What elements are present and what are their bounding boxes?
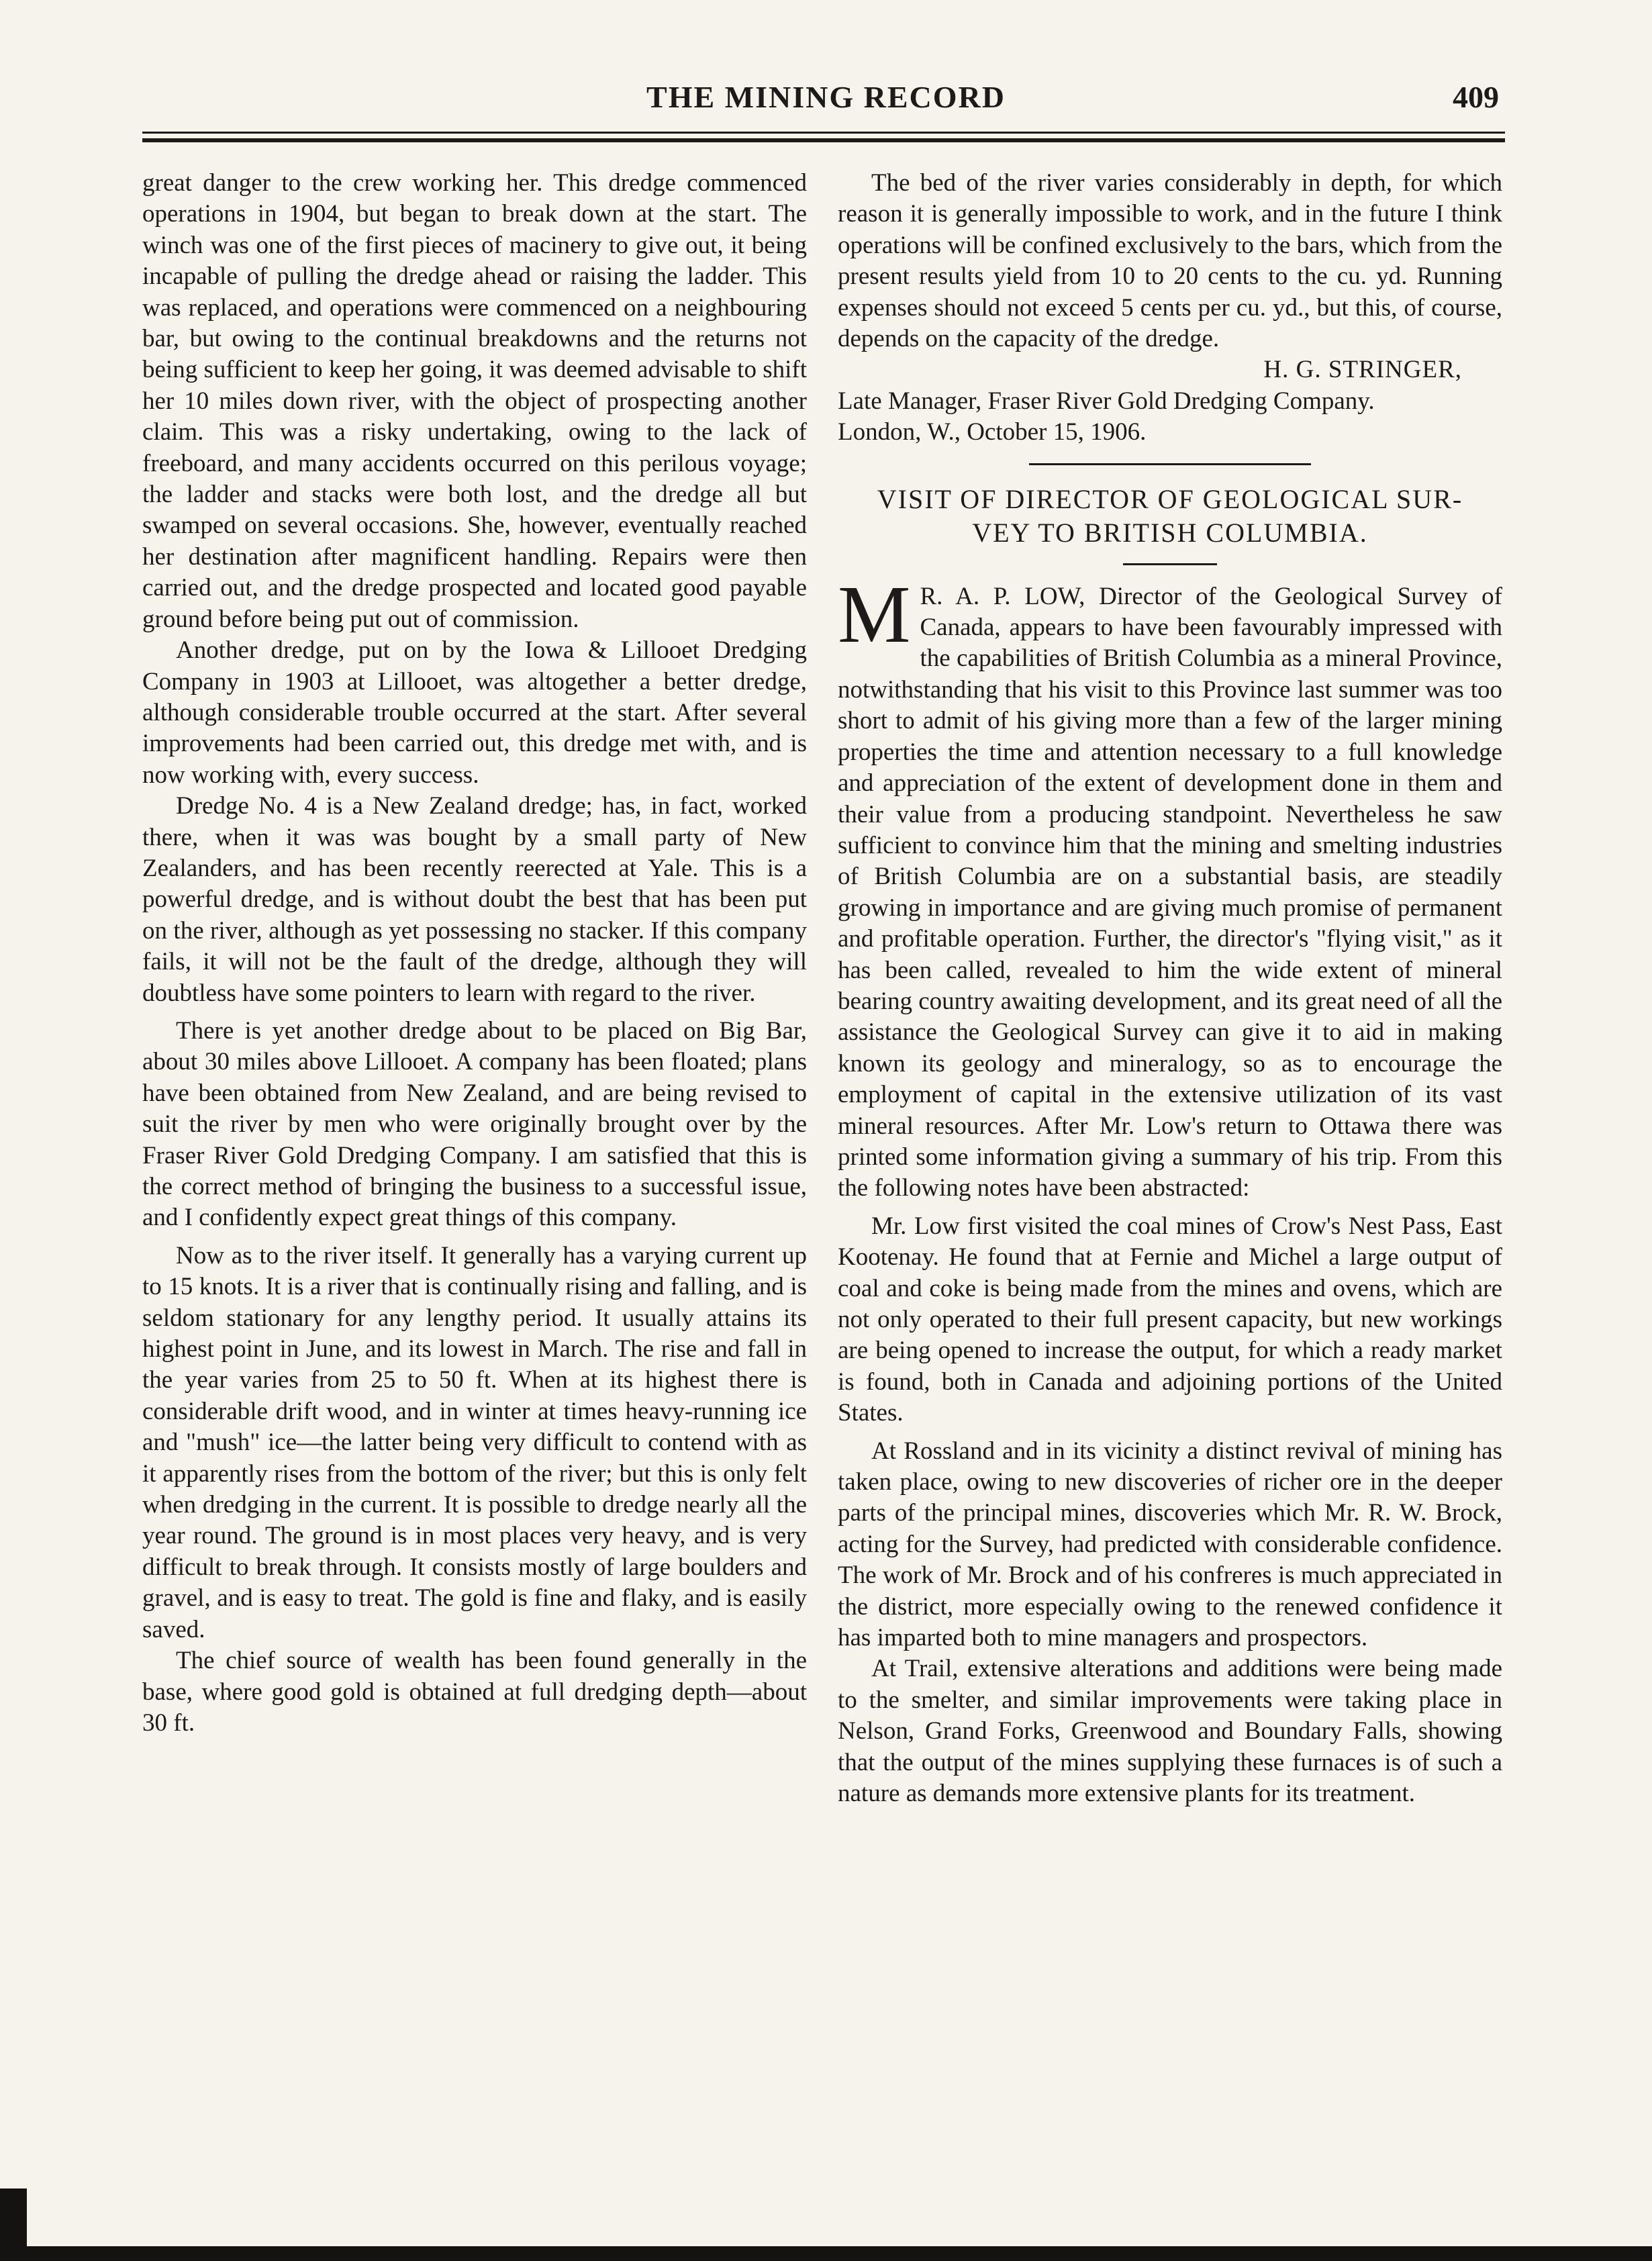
article-first-paragraph-text: R. A. P. LOW, Director of the Geological Survey of Canada, appears to have been favourably impressed with the capabilities of British Columbia as a mineral Province, notwithstanding that his visit to this Province last summer was too short to admit of his giving more than a few of the larger mining properties the time and attention necessary to a full knowledge and appreciation of the extent of development done in them and their value from a producing standpoint. Nevertheless he saw sufficient to convince him that the mining and smelting industries of British Columbia are on a substantial basis, are steadily growing in importance and are giving much promise of permanent and profitable operation. Further, the director's "flying visit," as it has been called, revealed to him the wide extent of mineral bearing country awaiting development, and its great need of all the assistance the Geological Survey can give it to aid in making known its geology and mineralogy, so as to encourage the employment of capital in the extensive utilization of its vast mineral resources. After Mr. Low's return to Ottawa there was printed some information giving a summary of his trip. From this the following notes have been abstracted: [838, 582, 1502, 1202]
paragraph: The chief source of wealth has been found generally in the base, where good gold is obtained at full dredging depth—about 30 ft. [142, 1647, 807, 1737]
page-bottom-edge [0, 2246, 1652, 2261]
paragraph: At Rossland and in its vicinity a distinct revival of mining has taken place, owing to new discoveries of richer ore in the deeper parts of the principal mines, discoveries which Mr. R. W. Brock, acting for the Survey, had predicted with considerable confidence. The work of Mr. Brock and of his confreres is much appreciated in the district, more especially owing to the renewed confidence it has imparted both to mine managers and prospectors. [838, 1437, 1502, 1652]
page-header [0, 79, 1652, 126]
paragraph: Now as to the river itself. It generally has a varying current up to 15 knots. It is a river that is continually rising and falling, and is seldom stationary for any lengthy period. It usually attains its highest point in June, and its lowest in March. The rise and fall in the year varies from 25 to 50 ft. When at its highest there is considerable drift wood, and in winter at times heavy-running ice and "mush" ice—the latter being very difficult to contend with as it apparently rises from the bottom of the river; but this is only felt when dredging in the current. It is possible to dredge nearly all the year round. The ground is in most places very heavy, and is very difficult to break through. It consists mostly of large boulders and gravel, and is easy to treat. The gold is fine and flaky, and is easily saved. [142, 1241, 807, 1643]
left-column [142, 168, 807, 1739]
header-rule-thick [142, 138, 1505, 142]
drop-cap: M [838, 569, 911, 660]
paragraph: Dredge No. 4 is a New Zealand dredge; has, in fact, worked there, when it was was bought by a small party of New Zealanders, and has been recently reerected at Yale. This is a powerful dredge, and is without doubt the best that has been put on the river, although as yet possessing no stacker. If this company fails, it will not be the fault of the dredge, although they will doubtless have some pointers to learn with regard to the river. [142, 792, 807, 1007]
section-divider [1029, 463, 1311, 465]
section-heading-line-2: VEY TO BRITISH COLUMBIA. [972, 517, 1368, 548]
paragraph: great danger to the crew working her. This dredge commenced operations in 1904, but began to break down at the start. The winch was one of the first pieces of macinery to give out, it being incapable of pulling the dredge ahead or raising the ladder. This was replaced, and operations were commenced on a neighbouring bar, but owing to the continual breakdowns and the returns not being sufficient to keep her going, it was deemed advisable to shift her 10 miles down river, with the object of prospecting another claim. This was a risky undertaking, owing to the lack of freeboard, and many accidents occurred on this perilous voyage; the ladder and stacks were both lost, and the dredge all but swamped on several occasions. She, however, eventually reached her destination after magnificent handling. Repairs were then carried out, and the dredge prospected and located good payable ground before being put out of commission. [142, 169, 807, 633]
paragraph: There is yet another dredge about to be placed on Big Bar, about 30 miles above Lillooet. A company has been floated; plans have been obtained from New Zealand, and are being revised to suit the river by men who were originally brought over by the Fraser River Gold Dredging Company. I am satisfied that this is the correct method of bringing the business to a successful issue, and I confidently expect great things of this company. [142, 1016, 807, 1232]
section-heading-line-1: VISIT OF DIRECTOR OF GEOLOGICAL SUR- [877, 483, 1463, 514]
running-title: THE MINING RECORD [646, 80, 1006, 114]
paragraph: Another dredge, put on by the Iowa & Lillooet Dredging Company in 1903 at Lillooet, was altogether a better dredge, although considerable trouble occurred at the start. After several improvements had been carried out, this dredge met with, and is now working with, every success. [142, 636, 807, 789]
paragraph: The bed of the river varies considerably in depth, for which reason it is generally impossible to work, and in the future I think operations will be confined exclusively to the bars, which from the present results yield from 10 to 20 cents to the cu. yd. Running expenses should not exceed 5 cents per cu. yd., but this, of course, depends on the capacity of the dredge. [838, 169, 1502, 353]
header-rule [142, 132, 1505, 134]
heading-divider [1123, 563, 1217, 565]
article-first-paragraph [838, 569, 1502, 1204]
signature-name: H. G. STRINGER, [1263, 356, 1462, 384]
signature-title: Late Manager, Fraser River Gold Dredging Company. [838, 387, 1375, 415]
signature-place-date: London, W., October 15, 1906. [838, 418, 1147, 446]
paragraph: Mr. Low first visited the coal mines of Crow's Nest Pass, East Kootenay. He found that at Fernie and Michel a large output of coal and coke is being made from the mines and ovens, which are not only operated to their full present capacity, but new workings are being opened to increase the output, for which a ready market is found, both in Canada and adjoining portions of the United States. [838, 1212, 1502, 1427]
page-number: 409 [1453, 80, 1499, 114]
paragraph: At Trail, extensive alterations and additions were being made to the smelter, and similar improvements were taking place in Nelson, Grand Forks, Greenwood and Boundary Falls, showing that the output of the mines supplying these furnaces is of such a nature as demands more extensive plants for its treatment. [838, 1655, 1502, 1808]
right-column [838, 168, 1502, 1810]
page-left-edge [0, 2188, 27, 2261]
